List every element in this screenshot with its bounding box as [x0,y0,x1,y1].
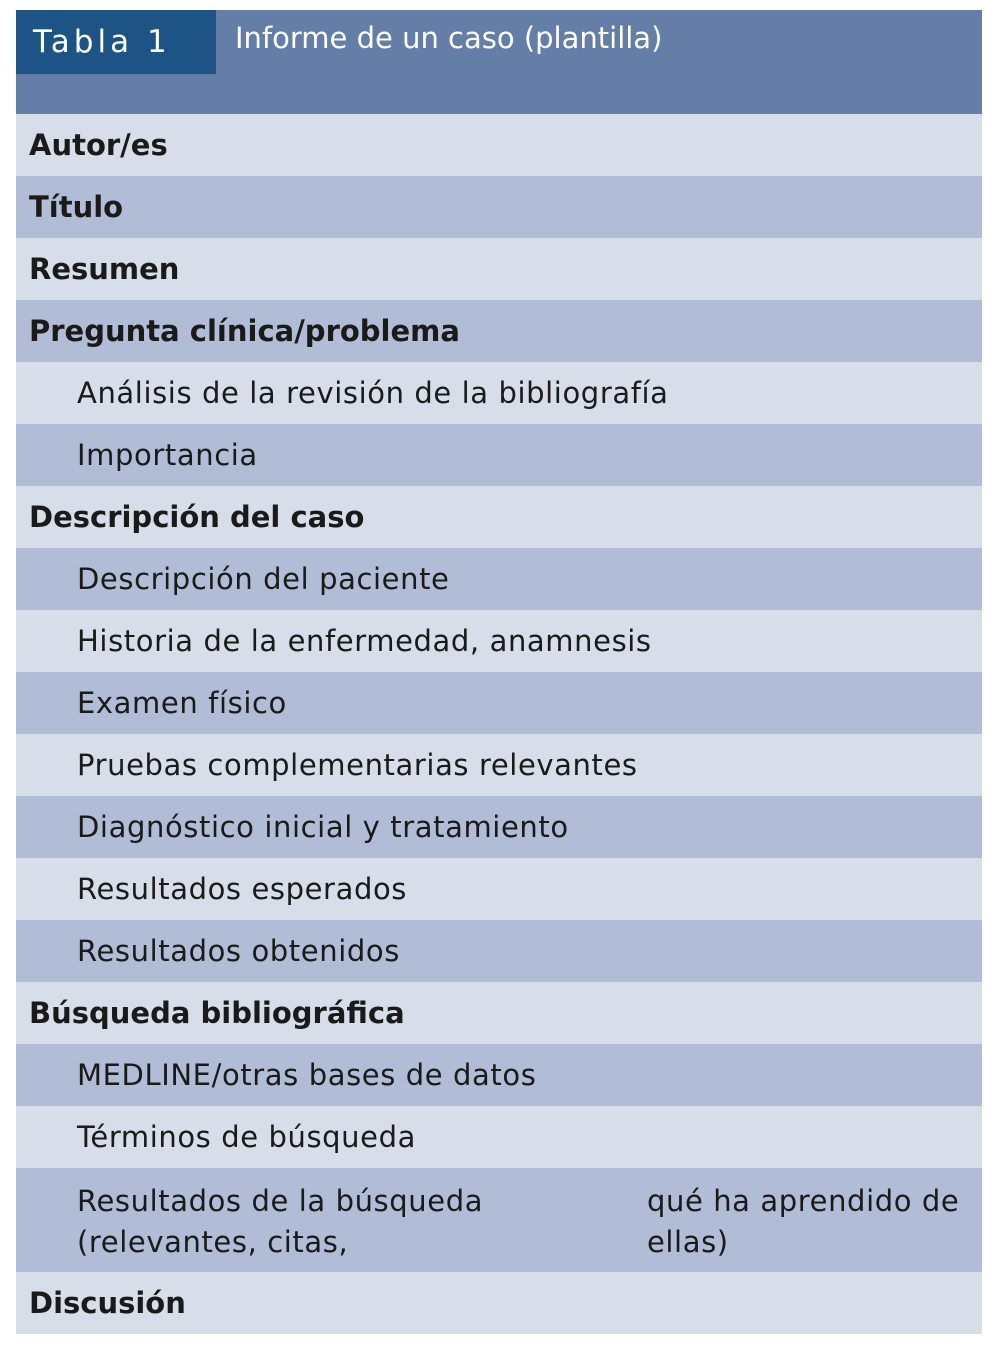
item-row [16,1106,982,1168]
section-row [16,1272,982,1334]
section-row [16,114,982,176]
table-rows [16,114,982,1334]
row-label-line-1: Resultados de la búsqueda (relevantes, citas, [77,1184,484,1259]
item-row [16,362,982,424]
row-label: Búsqueda bibliográfica [29,996,405,1030]
row-label: Título [29,190,124,224]
row-label: Diagnóstico inicial y tratamiento [77,810,569,844]
item-row [16,858,982,920]
row-label: Pruebas complementarias relevantes [77,748,638,782]
item-row [16,1044,982,1106]
row-label: Descripción del caso [29,500,365,534]
row-label: Resultados esperados [77,872,408,906]
section-row [16,238,982,300]
row-label: Importancia [77,438,258,472]
item-row [16,610,982,672]
table-header [16,10,982,114]
row-label: Resultados obtenidos [77,934,400,968]
item-row [16,920,982,982]
item-row [16,424,982,486]
item-row [16,548,982,610]
row-label: Resumen [29,252,180,286]
item-row [16,796,982,858]
section-row [16,982,982,1044]
row-label: Pregunta clínica/problema [29,314,460,348]
section-row [16,300,982,362]
case-report-table [16,10,982,1334]
row-label: Autor/es [29,128,168,162]
item-row [16,1168,982,1272]
item-row [16,734,982,796]
item-row [16,672,982,734]
table-number-label: Tabla 1 [16,10,216,74]
row-label: Descripción del paciente [77,562,450,596]
row-label: Discusión [29,1286,186,1320]
table-title: Informe de un caso (plantilla) [235,21,663,55]
row-label: Análisis de la revisión de la bibliografía [77,376,669,410]
section-row [16,176,982,238]
row-label: Historia de la enfermedad, anamnesis [77,624,652,658]
row-label: Términos de búsqueda [77,1120,416,1154]
row-label: Examen físico [77,686,287,720]
row-label-line-2: qué ha aprendido de ellas) [646,1184,960,1259]
section-row [16,486,982,548]
row-label: MEDLINE/otras bases de datos [77,1058,537,1092]
